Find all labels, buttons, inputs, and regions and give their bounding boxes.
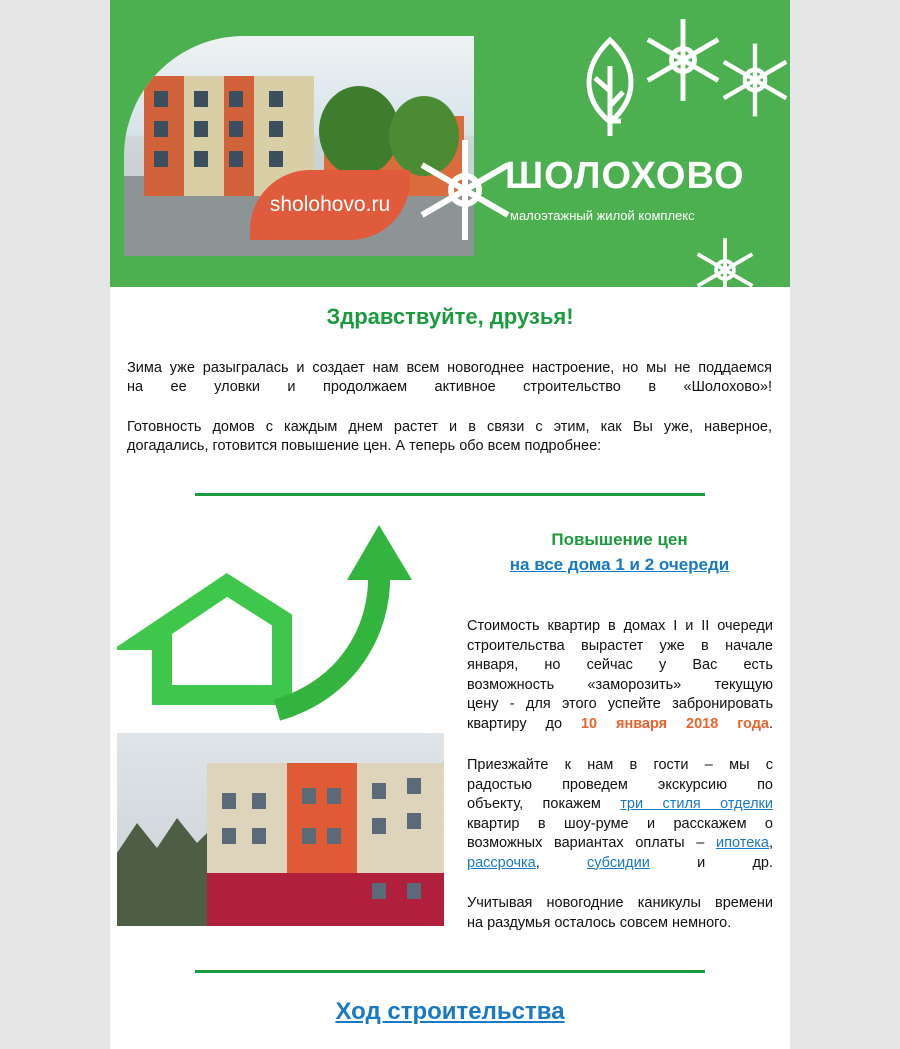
subsidies-link[interactable]: субсидии (587, 854, 650, 871)
text-fragment: возможных вариантах оплаты – (467, 835, 705, 851)
divider (195, 970, 705, 973)
divider (195, 493, 705, 496)
text-fragment: , (535, 854, 540, 871)
text-line: на раздумья осталось совсем немного. (467, 914, 732, 931)
snowflake-icon (410, 135, 520, 245)
hero-banner (110, 0, 790, 287)
text-line (467, 854, 773, 874)
text-line: квартир в шоу-руме и расскажем о (467, 815, 773, 832)
text-line: радостью проведем экскурсию по (467, 776, 773, 793)
text-line: строительства вырастет уже в начале (467, 637, 773, 654)
brand-tagline: малоэтажный жилой комплекс (510, 208, 695, 223)
finish-styles-link[interactable]: три стиля отделки (620, 796, 773, 812)
text-line: января, но сейчас у Вас есть (467, 657, 773, 673)
text-fragment: , (768, 835, 774, 851)
deadline-date: 10 января 2018 года (580, 715, 769, 732)
price-paragraph-3 (467, 894, 773, 933)
price-section-title: Повышение цен (551, 530, 688, 549)
construction-progress-link[interactable]: Ход строительства (335, 998, 565, 1025)
tree-leaf-icon (575, 36, 645, 141)
intro-line: Готовность домов с каждым днем растет и в связи с этим, как Вы уже, наверное, (127, 419, 772, 435)
email-page (110, 0, 790, 1049)
intro-line: догадались, готовится повышение цен. А теперь обо всем подробнее: (127, 438, 602, 454)
intro-paragraph-1 (127, 359, 772, 397)
installment-link[interactable]: рассрочка (467, 854, 536, 871)
intro-line: на ее уловки и продолжаем активное строительство в «Шолохово»! (127, 379, 772, 395)
text-line: Учитывая новогодние каникулы времени (467, 895, 773, 911)
price-paragraph-2 (467, 756, 773, 873)
text-line: Приезжайте к нам в гости – мы с (467, 757, 773, 773)
text-fragment: . (768, 715, 774, 732)
snowflake-icon (715, 40, 790, 120)
greeting-heading: Здравствуйте, друзья! (326, 304, 574, 329)
text-line: Стоимость квартир в домах I и II очереди (467, 618, 773, 634)
brand-name: ШОЛОХОВО (505, 155, 745, 197)
text-line: цену - для этого успейте забронировать (467, 696, 773, 712)
mortgage-link[interactable]: ипотека (716, 835, 769, 851)
house-growth-arrow-icon (117, 520, 444, 725)
site-url-badge[interactable]: sholohovo.ru (250, 170, 410, 240)
intro-line: Зима уже разыгралась и создает нам всем новогоднее настроение, но мы не поддаемся (127, 360, 772, 376)
price-section-subtitle-link[interactable]: на все дома 1 и 2 очереди (509, 555, 730, 574)
snowflake-icon (690, 235, 760, 287)
price-paragraph-1 (467, 617, 773, 734)
house-arrow-image (117, 520, 444, 725)
text-fragment: и др. (697, 854, 773, 871)
text-line (467, 795, 773, 815)
building-photo (117, 733, 444, 926)
text-fragment: объекту, покажем (467, 796, 601, 812)
apartment-building-illustration (117, 733, 444, 926)
text-fragment: квартиру до (467, 715, 563, 732)
text-line (467, 834, 773, 854)
text-line (467, 715, 773, 735)
text-line: возможность «заморозить» текущую (467, 676, 773, 693)
intro-paragraph-2 (127, 418, 772, 456)
